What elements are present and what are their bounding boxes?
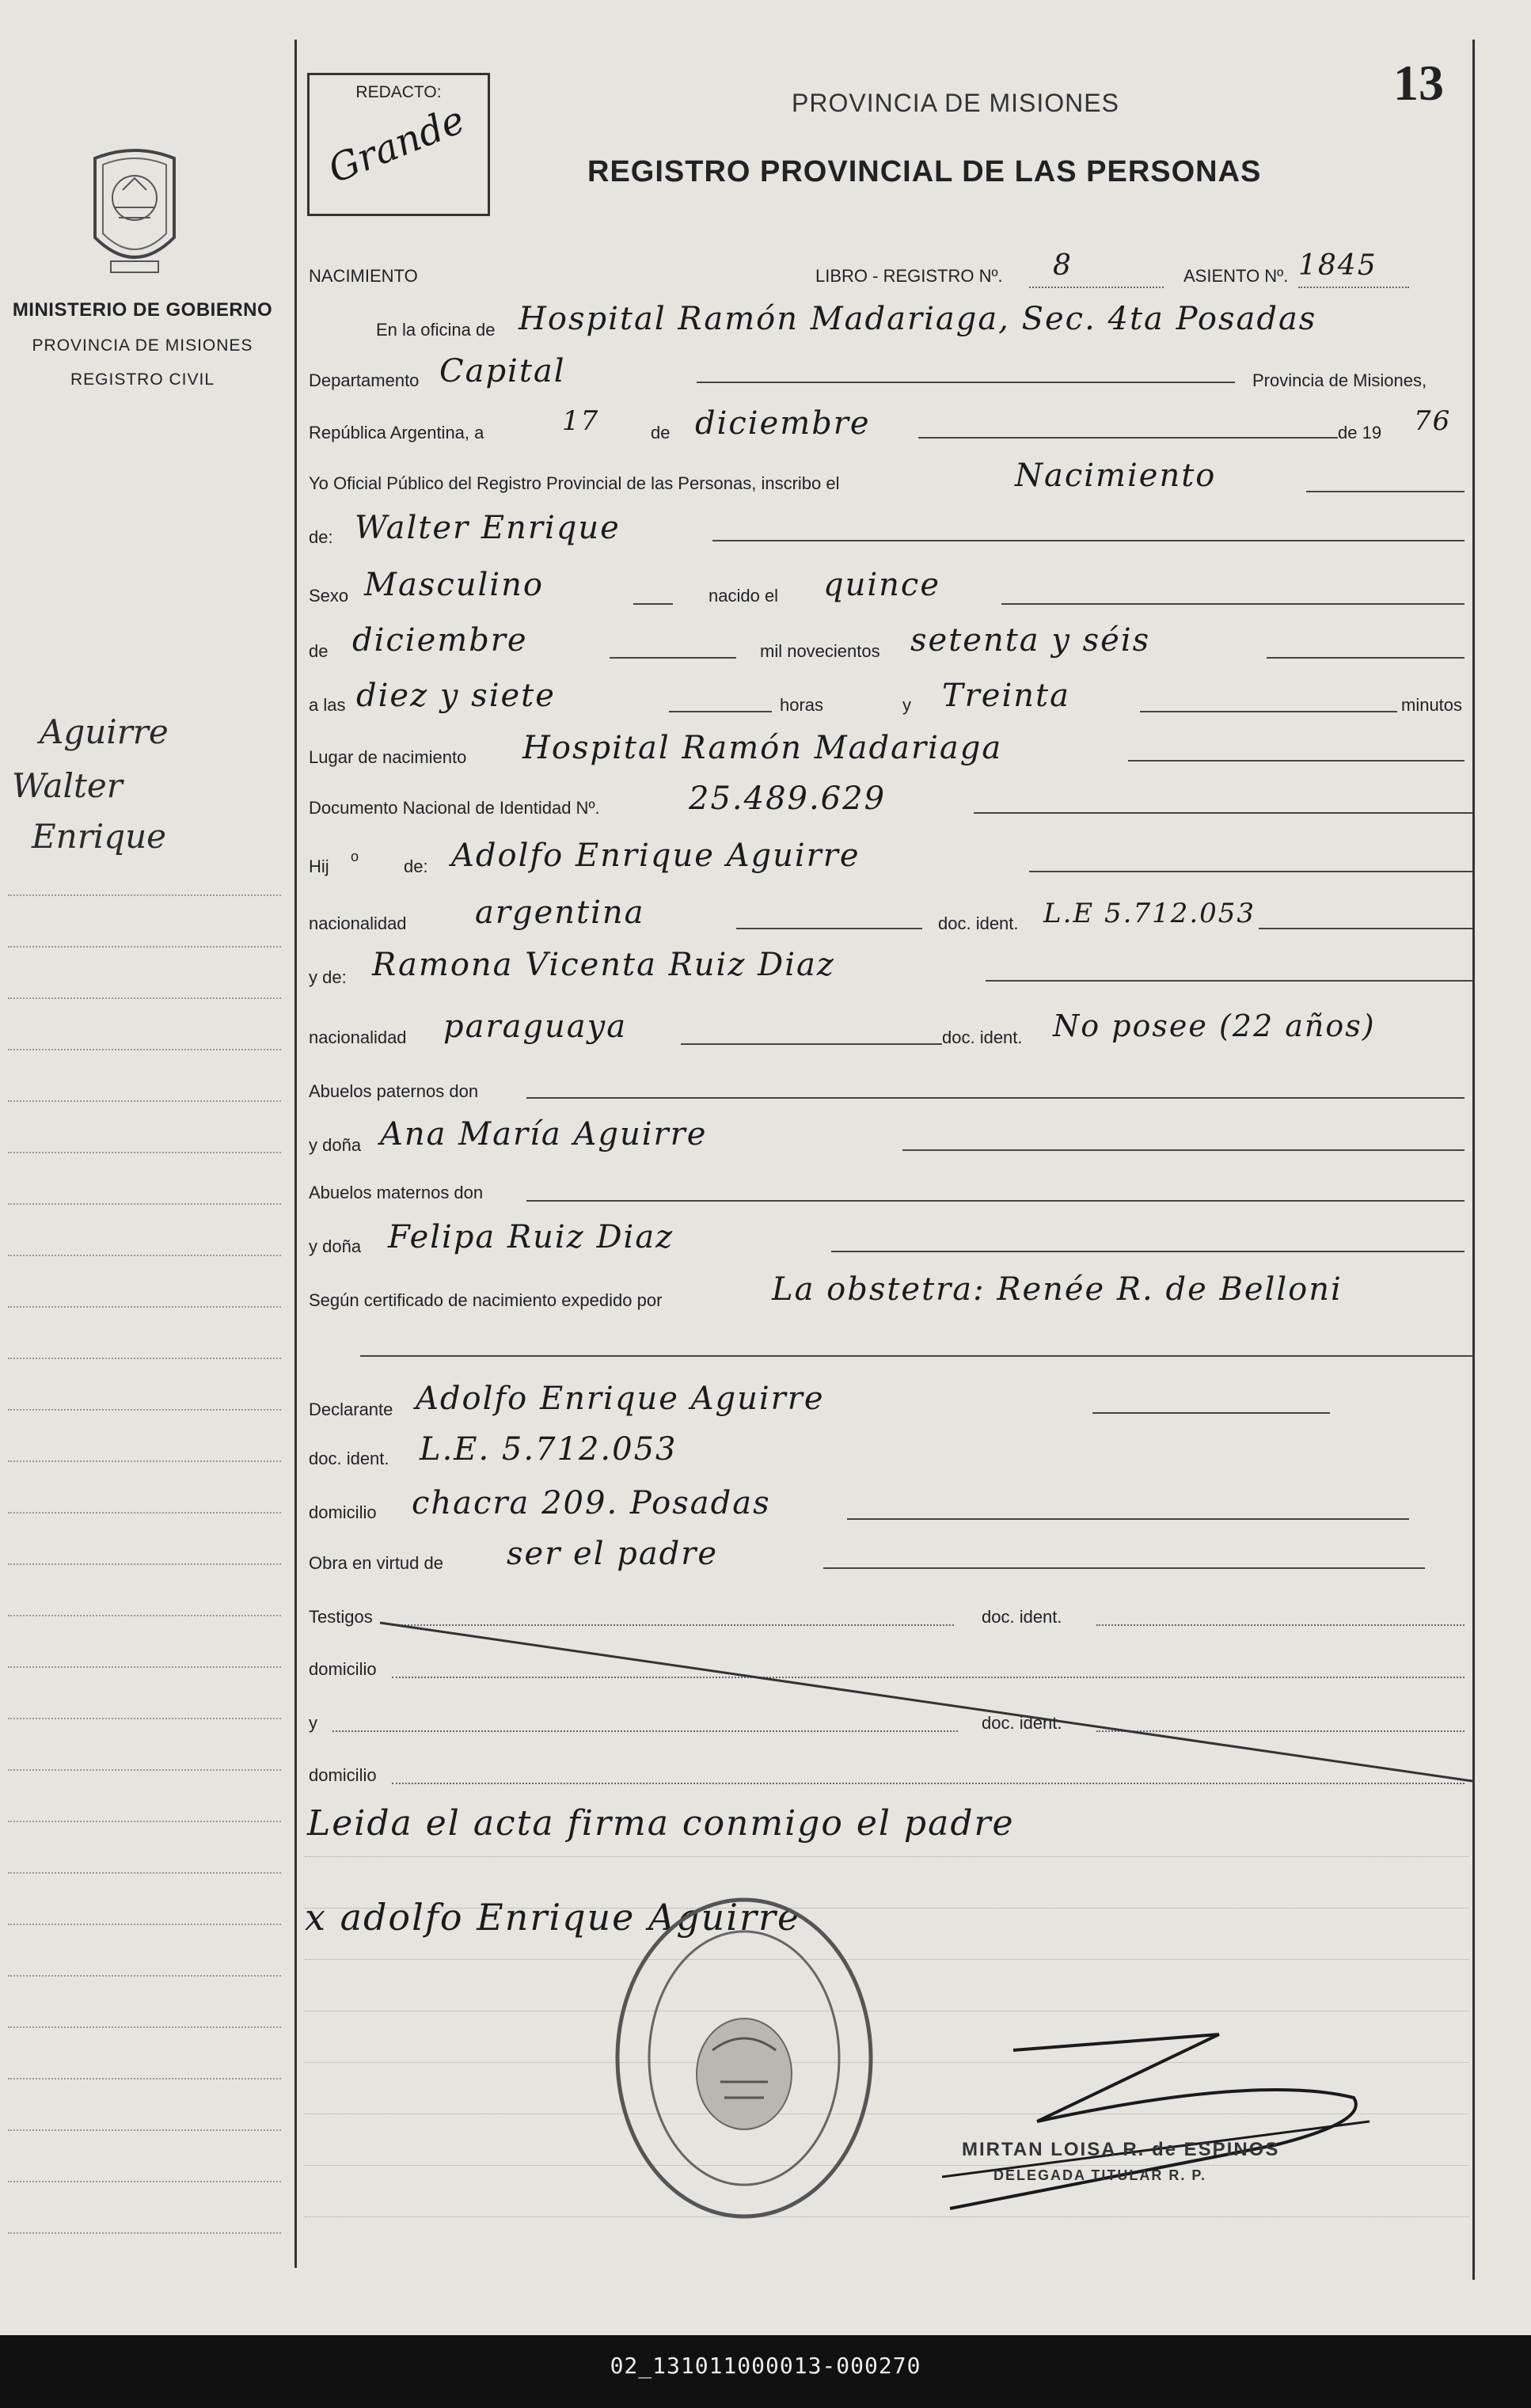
- provincia-suffix: Provincia de Misiones,: [1252, 370, 1427, 390]
- mes2-value: diciembre: [352, 622, 528, 659]
- dni-label: Documento Nacional de Identidad Nº.: [309, 798, 600, 818]
- cert-label: Según certificado de nacimiento expedido por: [309, 1290, 663, 1310]
- test-dom2-label: domicilio: [309, 1765, 377, 1785]
- nombre-label: de:: [309, 527, 333, 547]
- lugar-label: Lugar de nacimiento: [309, 747, 467, 767]
- sidebar-registry: REGISTRO CIVIL: [70, 370, 215, 389]
- abpat-dona-value: Ana María Aguirre: [380, 1116, 708, 1153]
- test-doc-label: doc. ident.: [982, 1607, 1062, 1627]
- margin-given-name-2: Enrique: [32, 817, 167, 856]
- lugar-value: Hospital Ramón Madariaga: [522, 730, 1003, 766]
- domicilio-label: domicilio: [309, 1502, 377, 1522]
- madre-value: Ramona Vicenta Ruiz Diaz: [372, 947, 835, 983]
- horas-label: horas: [780, 695, 824, 715]
- closing-text: Leida el acta firma conmigo el padre: [307, 1803, 1015, 1844]
- margin-divider: [294, 40, 297, 2268]
- image-code: 02_131011000013-000270: [610, 2353, 921, 2379]
- hijo-suffix: o: [351, 849, 359, 864]
- horas-value: diez y siete: [356, 678, 556, 714]
- registry-title: REGISTRO PROVINCIAL DE LAS PERSONAS: [587, 155, 1262, 188]
- anio2-value: setenta y séis: [910, 622, 1151, 659]
- abmat-label: Abuelos maternos don: [309, 1183, 484, 1202]
- hijo-label: Hij: [309, 856, 329, 876]
- page-number: 13: [1393, 55, 1444, 111]
- nacido-label: nacido el: [709, 586, 779, 606]
- declarante-value: Adolfo Enrique Aguirre: [416, 1381, 825, 1417]
- nac2-value: paraguaya: [443, 1008, 628, 1045]
- domicilio-value: chacra 209. Posadas: [412, 1485, 771, 1521]
- oficina-value: Hospital Ramón Madariaga, Sec. 4ta Posadas: [519, 301, 1317, 337]
- abpat-label: Abuelos paternos don: [309, 1081, 479, 1101]
- decl-doc-label: doc. ident.: [309, 1449, 389, 1468]
- abmat-dona-value: Felipa Ruiz Diaz: [388, 1219, 674, 1255]
- doc1-value: L.E 5.712.053: [1043, 898, 1256, 929]
- mil-label: mil novecientos: [760, 641, 880, 661]
- province-title: PROVINCIA DE MISIONES: [792, 89, 1119, 117]
- test-dom-label: domicilio: [309, 1659, 377, 1679]
- yde-label: y de:: [309, 967, 347, 987]
- abpat-dona-label: y doña: [309, 1135, 362, 1155]
- obra-label: Obra en virtud de: [309, 1553, 443, 1573]
- obra-value: ser el padre: [507, 1536, 719, 1572]
- redacto-label: REDACTO:: [355, 83, 442, 101]
- minutos-label: minutos: [1401, 695, 1463, 715]
- anio-label: de 19: [1338, 423, 1382, 442]
- asiento-value: 1845: [1298, 249, 1377, 282]
- libro-value: 8: [1053, 249, 1073, 282]
- margin-surname: Aguirre: [40, 712, 169, 751]
- declarant-signature: x adolfo Enrique Aguirre: [305, 1896, 801, 1939]
- provincial-seal-icon: [79, 142, 190, 281]
- margin-given-name-1: Walter: [12, 766, 123, 805]
- testigos-label: Testigos: [309, 1607, 373, 1627]
- nac1-value: argentina: [475, 894, 645, 931]
- official-role: DELEGADA TITULAR R. P.: [993, 2167, 1207, 2183]
- cert-value: La obstetra: Renée R. de Belloni: [772, 1271, 1343, 1308]
- sidebar-province: PROVINCIA DE MISIONES: [32, 336, 253, 355]
- padre-value: Adolfo Enrique Aguirre: [451, 837, 860, 874]
- republica-label: República Argentina, a: [309, 423, 484, 442]
- minutos-value: Treinta: [942, 678, 1070, 714]
- sexo-label: Sexo: [309, 586, 349, 606]
- redacto-box: [307, 73, 490, 216]
- sexo-value: Masculino: [364, 567, 544, 603]
- abmat-dona-label: y doña: [309, 1236, 362, 1256]
- oficial-label: Yo Oficial Público del Registro Provincial de las Personas, inscribo el: [309, 473, 840, 493]
- departamento-label: Departamento: [309, 370, 420, 390]
- nombre-value: Walter Enrique: [355, 510, 621, 546]
- doc2-value: No posee (22 años): [1053, 1008, 1376, 1043]
- anio-value: 76: [1414, 405, 1452, 437]
- asiento-label: ASIENTO Nº.: [1183, 266, 1289, 286]
- decl-doc-value: L.E. 5.712.053: [420, 1431, 678, 1468]
- hijo-de-label: de:: [404, 856, 428, 876]
- dni-value: 25.489.629: [689, 781, 887, 817]
- dia-value: 17: [562, 405, 600, 437]
- witness-strike-line: [372, 1615, 1480, 1789]
- departamento-value: Capital: [439, 353, 566, 389]
- y-label: y: [902, 695, 911, 715]
- margin-column: [0, 0, 297, 2335]
- test-doc2-label: doc. ident.: [982, 1713, 1062, 1733]
- declarante-label: Declarante: [309, 1400, 393, 1419]
- alas-label: a las: [309, 695, 346, 715]
- mes-value: diciembre: [695, 405, 871, 442]
- de-label: de: [651, 423, 671, 442]
- oficina-label: En la oficina de: [376, 320, 496, 340]
- registry-stamp-icon: [610, 1892, 879, 2224]
- redacto-value: Grande: [322, 97, 471, 192]
- de2-label: de: [309, 641, 329, 661]
- doc1-label: doc. ident.: [938, 913, 1019, 933]
- libro-label: LIBRO - REGISTRO Nº.: [815, 266, 1003, 286]
- test-y-label: y: [309, 1713, 317, 1733]
- ministry-title: MINISTERIO DE GOBIERNO: [12, 299, 273, 321]
- nac2-label: nacionalidad: [309, 1027, 407, 1047]
- doc2-label: doc. ident.: [942, 1027, 1023, 1047]
- official-name: MIRTAN LOISA R. de ESPINOS: [962, 2139, 1280, 2160]
- right-border: [1472, 40, 1475, 2280]
- record-type: NACIMIENTO: [309, 266, 418, 286]
- nac1-label: nacionalidad: [309, 913, 407, 933]
- official-signature-icon: [942, 2026, 1385, 2232]
- oficial-value: Nacimiento: [1015, 458, 1217, 494]
- nacido-value: quince: [823, 567, 940, 603]
